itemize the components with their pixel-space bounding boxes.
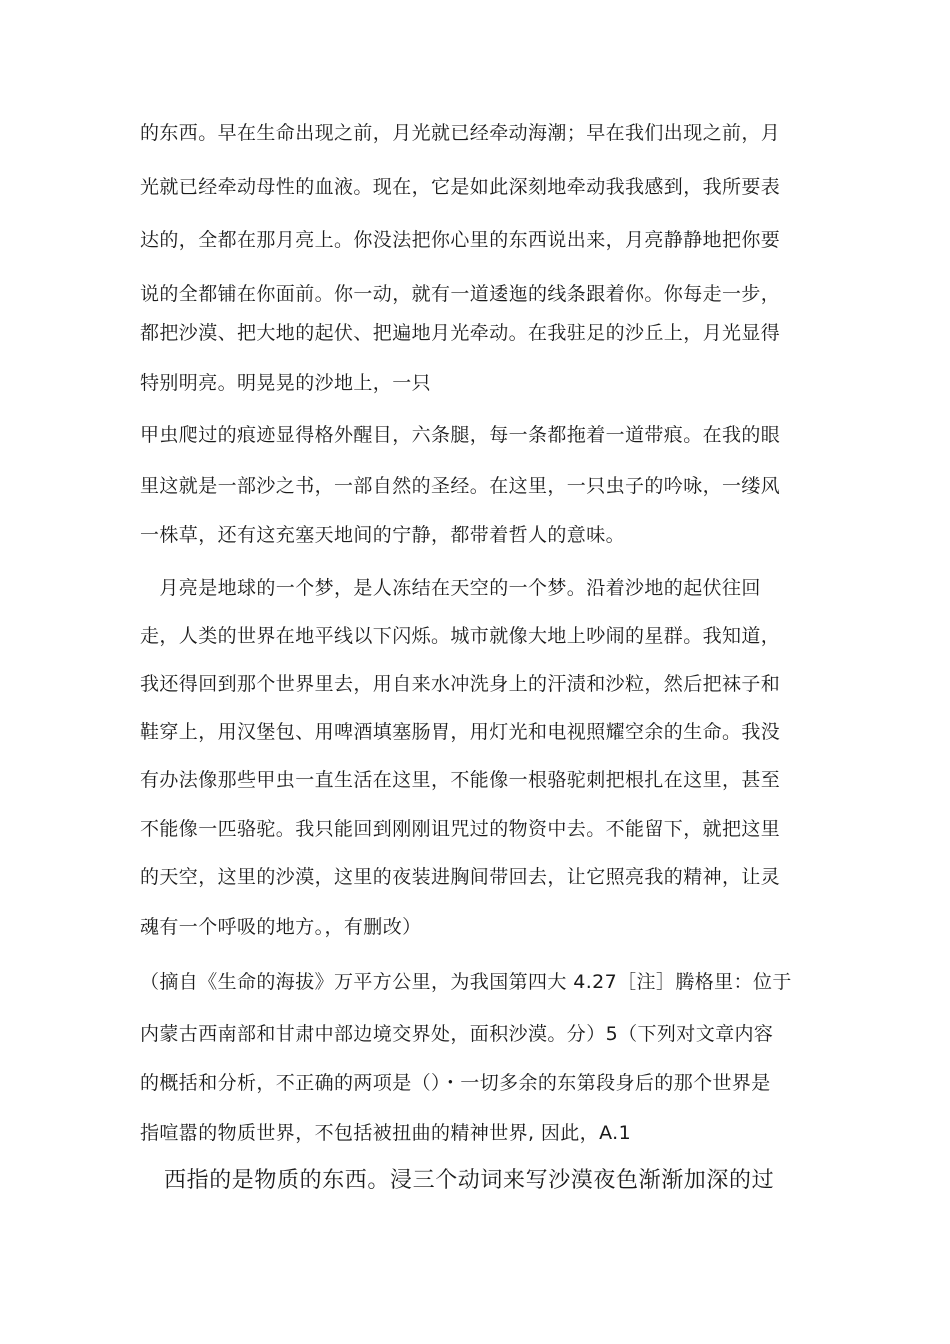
text-line: 光就已经牵动母性的血液。现在，它是如此深刻地牵动我我感到，我所要表: [140, 176, 781, 198]
text-line: 的东西。早在生命出现之前，月光就已经牵动海潮；早在我们出现之前，月: [140, 122, 781, 144]
text-line: 达的，全都在那月亮上。你没法把你心里的东西说出来，月亮静静地把你要: [140, 229, 781, 251]
text-line: 的概括和分析，不正确的两项是（）・一切多余的东第段身后的那个世界是: [140, 1072, 771, 1094]
text-line: 我还得回到那个世界里去，用自来水冲洗身上的汗渍和沙粒，然后把袜子和: [140, 673, 781, 695]
text-line: （摘自《生命的海拔》万平方公里，为我国第四大 4.27［注］腾格里：位于: [140, 971, 792, 993]
text-line: 指喧嚣的物质世界，不包括被扭曲的精神世界, 因此，A.1: [140, 1122, 632, 1144]
text-line: 特别明亮。明晃晃的沙地上，一只: [140, 372, 432, 394]
text-line: 鞋穿上，用汉堡包、用啤酒填塞肠胃，用灯光和电视照耀空余的生命。我没: [140, 721, 781, 743]
text-line: 魂有一个呼吸的地方。，有删改）: [140, 916, 422, 938]
text-line: 说的全都铺在你面前。你一动，就有一道逶迤的线条跟着你。你每走一步，: [140, 283, 781, 305]
text-line: 里这就是一部沙之书，一部自然的圣经。在这里，一只虫子的吟咏，一缕风: [140, 475, 781, 497]
text-line: 不能像一匹骆驼。我只能回到刚刚诅咒过的物资中去。不能留下，就把这里: [140, 818, 781, 840]
text-line: 甲虫爬过的痕迹显得格外醒目，六条腿，每一条都拖着一道带痕。在我的眼: [140, 424, 781, 446]
text-line: 走，人类的世界在地平线以下闪烁。城市就像大地上吵闹的星群。我知道，: [140, 625, 781, 647]
text-line-serif: 西指的是物质的东西。浸三个动词来写沙漠夜色渐渐加深的过: [164, 1168, 775, 1193]
text-line: 月亮是地球的一个梦，是人冻结在天空的一个梦。沿着沙地的起伏往回: [140, 577, 761, 599]
text-line: 的天空，这里的沙漠，这里的夜装进胸间带回去，让它照亮我的精神，让灵: [140, 866, 781, 888]
text-line: 内蒙古西南部和甘肃中部边境交界处，面积沙漠。分）5（下列对文章内容: [140, 1023, 774, 1045]
text-line: 一株草，还有这充塞天地间的宁静，都带着哲人的意味。: [140, 524, 626, 546]
text-line: 有办法像那些甲虫一直生活在这里，不能像一根骆驼刺把根扎在这里，甚至: [140, 769, 781, 791]
text-line: 都把沙漠、把大地的起伏、把遍地月光牵动。在我驻足的沙丘上，月光显得: [140, 322, 781, 344]
